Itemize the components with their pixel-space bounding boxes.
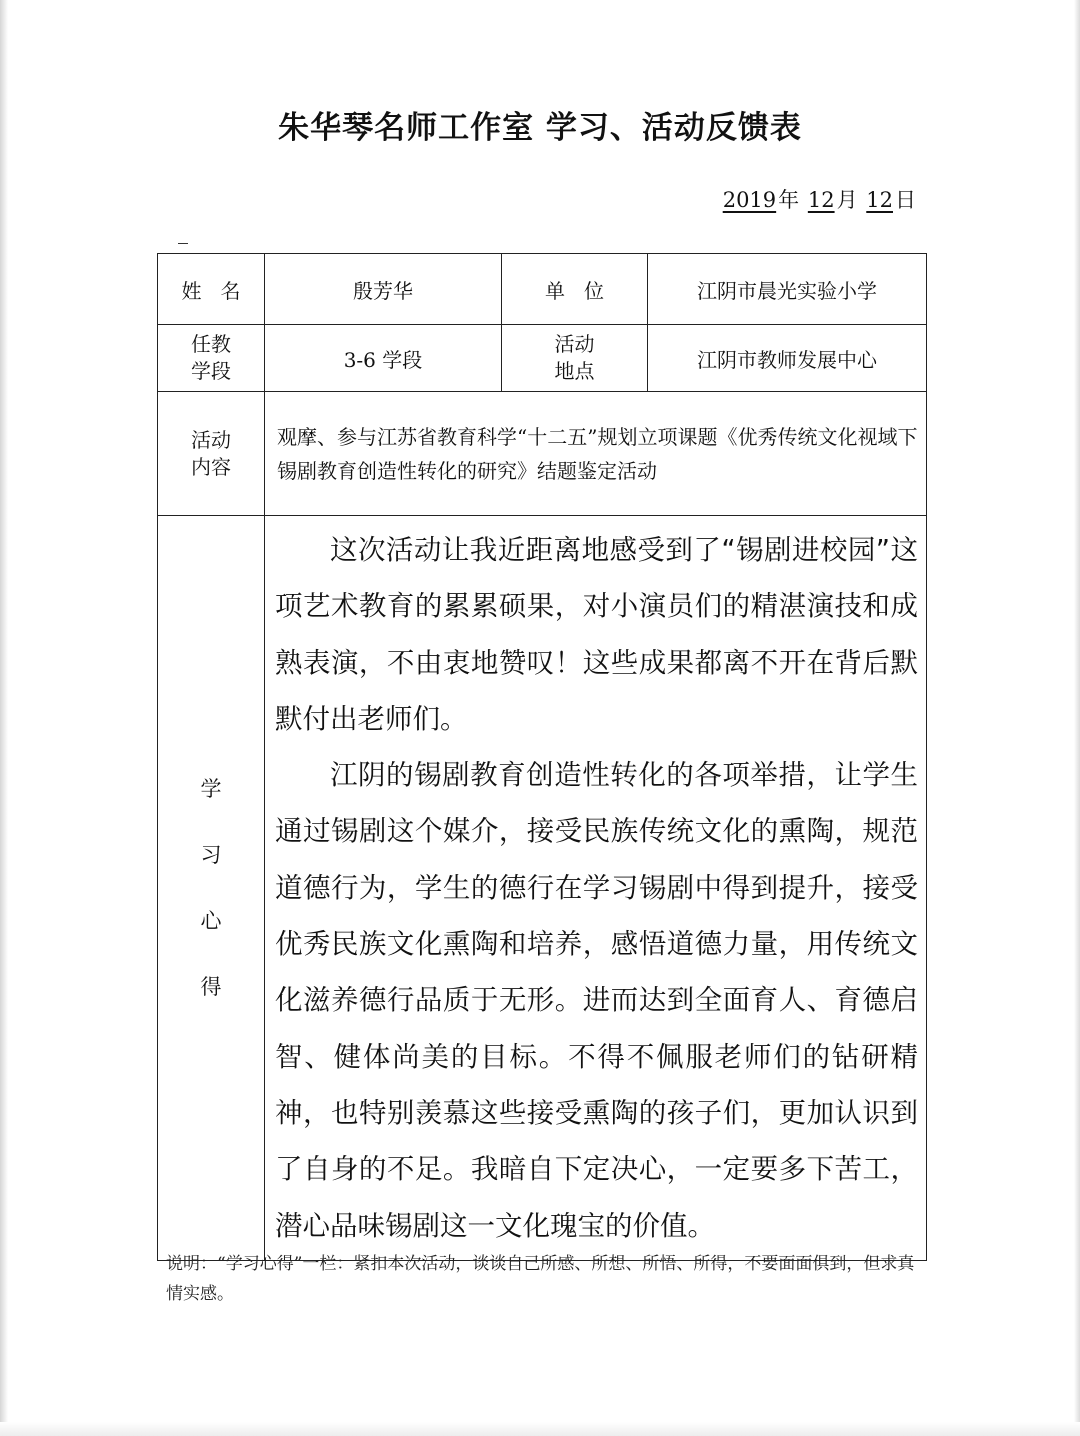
- date-month-unit: 月: [836, 188, 858, 212]
- stage-label-line-1: 任教: [191, 332, 231, 356]
- reflection-label: [158, 516, 265, 1261]
- name-value: 殷芳华: [265, 254, 502, 325]
- unit-value: 江阴市晨光实验小学: [648, 254, 927, 325]
- location-label-line-2: 地点: [554, 359, 595, 383]
- page-edge-bottom: [0, 1422, 1080, 1436]
- reflection-label-char-4: 得: [200, 974, 222, 999]
- feedback-form-table: [157, 253, 927, 1261]
- reflection-paragraph-2: 江阴的锡剧教育创造性转化的各项举措，让学生通过锡剧这个媒介，接受民族传统文化的熏陶，规范道德行为，学生的德行在学习锡剧中得到提升，接受优秀民族文化熏陶和培养，感悟道德力量，用传统文化滋养德行品质于无形。进而达到全面育人、育德启智、健体尚美的目标。不得不佩服老师们的钻研精神，也特别羡慕这些接受熏陶的孩子们，更加认识到了自身的不足。我暗自下定决心，一定要多下苦工，潜心品味锡剧这一文化瑰宝的价值。: [275, 759, 918, 1242]
- row-name-unit: [158, 254, 927, 325]
- location-value: 江阴市教师发展中心: [648, 325, 927, 392]
- date-day-unit: 日: [895, 188, 916, 212]
- row-reflection: [158, 516, 927, 1261]
- page-edge-right: [1074, 0, 1080, 1436]
- row-stage-location: [158, 325, 927, 392]
- date-day: 12: [866, 188, 893, 212]
- form-note: 说明：“学习心得”一栏：紧扣本次活动，谈谈自己所感、所想、所悟、所得，不要面面俱到，但求真情实感。: [166, 1254, 915, 1304]
- reflection-paragraph-1: 这次活动让我近距离地感受到了“锡剧进校园”这项艺术教育的累累硕果，对小演员们的精湛演技和成熟表演，不由衷地赞叹！这些成果都离不开在背后默默付出老师们。: [275, 534, 918, 735]
- date-year: 2019: [722, 188, 777, 212]
- document-date: [721, 184, 916, 214]
- date-year-unit: 年: [778, 188, 800, 212]
- location-label: [502, 325, 648, 392]
- row-content: [158, 392, 927, 516]
- stage-label-line-2: 学段: [191, 359, 231, 383]
- content-label-line-1: 活动: [191, 427, 231, 452]
- page-edge-left: [0, 0, 8, 1436]
- stage-value: 3-6 学段: [265, 325, 502, 392]
- reflection-label-char-3: 心: [200, 908, 222, 933]
- content-label: [158, 392, 265, 516]
- reflection-label-char-1: 学: [200, 776, 222, 801]
- stage-label: [158, 325, 265, 392]
- name-label: 姓 名: [158, 254, 265, 325]
- unit-label: 单 位: [502, 254, 648, 325]
- date-month: 12: [807, 188, 835, 212]
- content-value: 观摩、参与江苏省教育科学“十二五”规划立项课题《优秀传统文化视域下锡剧教育创造性转化的研究》结题鉴定活动: [265, 392, 927, 516]
- content-label-line-2: 内容: [191, 454, 231, 479]
- location-label-line-1: 活动: [554, 332, 595, 356]
- reflection-text: [265, 516, 927, 1261]
- stray-mark: [178, 243, 188, 244]
- reflection-label-char-2: 习: [200, 842, 222, 867]
- document-title: 朱华琴名师工作室 学习、活动反馈表: [278, 110, 802, 146]
